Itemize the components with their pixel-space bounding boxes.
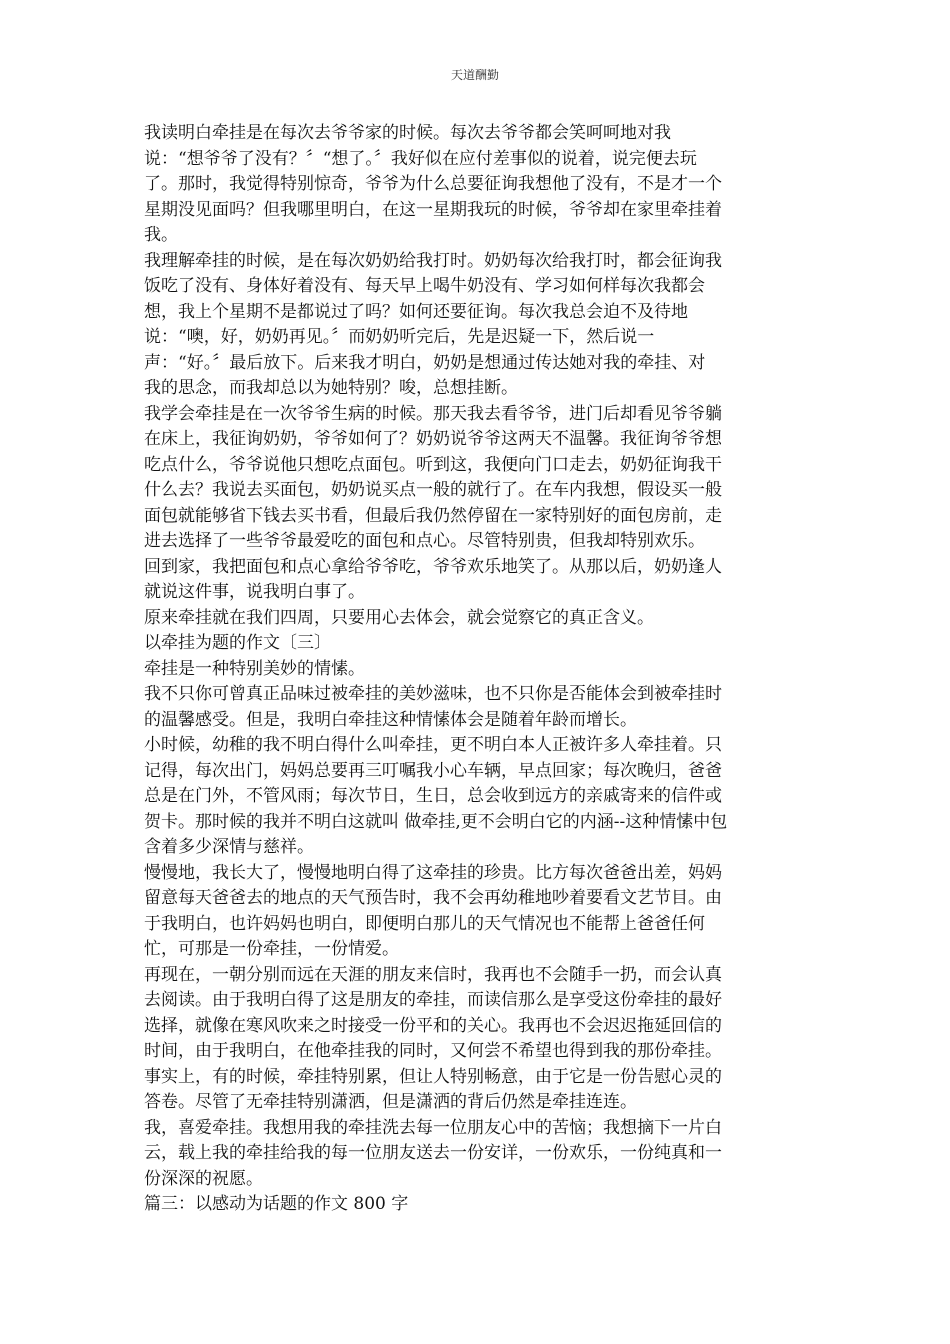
text-line: 了。那时，我觉得特别惊奇，爷爷为什么总要征询我想他了没有，不是才一个 [144, 174, 722, 194]
text-line: 在床上，我征询奶奶，爷爷如何了？奶奶说爷爷这两天不温馨。我征询爷爷想 [144, 429, 722, 449]
text-line: 篇三：以感动为话题的作文 800 字 [144, 1194, 409, 1214]
text-line: 我不只你可曾真正品味过被牵挂的美妙滋味，也不只你是否能体会到被牵挂时 [144, 684, 722, 704]
text-line: 记得，每次出门，妈妈总要再三叮嘱我小心车辆，早点回家；每次晚归，爸爸 [144, 760, 722, 781]
text-line: 原来牵挂就在我们四周，只要用心去体会，就会觉察它的真正含义。 [144, 607, 654, 628]
text-line: 面包就能够省下钱去买书看，但最后我仍然停留在一家特别好的面包房前，走 [144, 505, 722, 526]
text-line: 时间，由于我明白，在他牵挂我的同时，又何尝不希望也得到我的那份牵挂。 [144, 1041, 722, 1061]
text-line: 再现在，一朝分别而远在天涯的朋友来信时，我再也不会随手一扔，而会认真 [144, 964, 722, 985]
page-header: 天道酬勤 [450, 68, 499, 82]
text-line: 以牵挂为题的作文〔三〕 [144, 633, 331, 653]
text-line: 答卷。尽管了无牵挂特别潇洒，但是潇洒的背后仍然是牵挂连连。 [144, 1092, 637, 1112]
text-line: 就说这件事，说我明白事了。 [144, 582, 365, 602]
text-line: 于我明白，也许妈妈也明白，即便明白那儿的天气情况也不能帮上爸爸任何 [144, 913, 705, 934]
text-line: 慢慢地，我长大了，慢慢地明白得了这牵挂的珍贵。比方每次爸爸出差，妈妈 [144, 862, 722, 883]
text-line: 说：“噢，好，奶奶再见。〞而奶奶听完后，先是迟疑一下，然后说一 [144, 327, 655, 347]
text-line: 的温馨感受。但是，我明白牵挂这种情愫体会是随着年龄而增长。 [144, 709, 637, 730]
text-line: 牵挂是一种特别美妙的情愫。 [144, 658, 365, 679]
text-line: 声：“好。〞最后放下。后来我才明白，奶奶是想通过传达她对我的牵挂、对 [144, 352, 706, 373]
text-line: 星期没见面吗？但我哪里明白，在这一星期我玩的时候，爷爷却在家里牵挂着 [144, 199, 722, 220]
text-line: 留意每天爸爸去的地点的天气预告时，我不会再幼稚地吵着要看文艺节目。由 [144, 888, 722, 908]
text-line: 我读明白牵挂是在每次去爷爷家的时候。每次去爷爷都会笑呵呵地对我 [144, 123, 671, 143]
text-line: 含着多少深情与慈祥。 [144, 837, 314, 857]
text-line: 我。 [144, 225, 178, 245]
text-line: 事实上，有的时候，牵挂特别累，但让人特别畅意，由于它是一份告慰心灵的 [144, 1066, 722, 1087]
text-line: 我理解牵挂的时候，是在每次奶奶给我打时。奶奶每次给我打时，都会征询我 [144, 250, 722, 271]
text-line: 贺卡。那时候的我并不明白这就叫 做牵挂,更不会明白它的内涵--这种情愫中包 [144, 811, 728, 832]
text-line: 什么去？我说去买面包，奶奶说买点一般的就行了。在车内我想，假设买一般 [144, 480, 722, 500]
text-line: 去阅读。由于我明白得了这是朋友的牵挂，而读信那么是享受这份牵挂的最好 [144, 990, 722, 1010]
text-line: 份深深的祝愿。 [144, 1168, 263, 1189]
text-line: 吃点什么，爷爷说他只想吃点面包。听到这，我便向门口走去，奶奶征询我干 [144, 454, 722, 475]
text-line: 我学会牵挂是在一次爷爷生病的时候。那天我去看爷爷，进门后却看见爷爷躺 [144, 403, 722, 424]
text-line: 小时候，幼稚的我不明白得什么叫牵挂，更不明白本人正被许多人牵挂着。只 [144, 735, 722, 755]
text-line: 我的思念，而我却总以为她特别？唆，总想挂断。 [144, 378, 518, 398]
document-body [144, 121, 804, 1218]
text-line: 选择，就像在寒风吹来之时接受一份平和的关心。我再也不会迟迟拖延回信的 [144, 1015, 722, 1036]
text-line: 回到家，我把面包和点心拿给爷爷吃，爷爷欢乐地笑了。从那以后，奶奶逢人 [144, 556, 722, 577]
text-line: 想，我上个星期不是都说过了吗？如何还要征询。每次我总会迫不及待地 [144, 301, 688, 322]
text-line: 进去选择了一些爷爷最爱吃的面包和点心。尽管特别贵，但我却特别欢乐。 [144, 531, 705, 551]
text-line: 总是在门外，不管风雨；每次节日，生日，总会收到远方的亲戚寄来的信件或 [144, 786, 722, 806]
text-line: 忙，可那是一份牵挂，一份情爱。 [144, 939, 399, 959]
text-line: 我，喜爱牵挂。我想用我的牵挂洗去每一位朋友心中的苦恼；我想摘下一片白 [144, 1117, 722, 1138]
text-line: 饭吃了没有、身体好着没有、每天早上喝牛奶没有、学习如何样每次我都会 [144, 276, 705, 296]
text-line: 云，载上我的牵挂给我的每一位朋友送去一份安详，一份欢乐，一份纯真和一 [144, 1143, 722, 1163]
text-line: 说：“想爷爷了没有？〞“想了。〞我好似在应付差事似的说着，说完便去玩 [144, 148, 697, 169]
